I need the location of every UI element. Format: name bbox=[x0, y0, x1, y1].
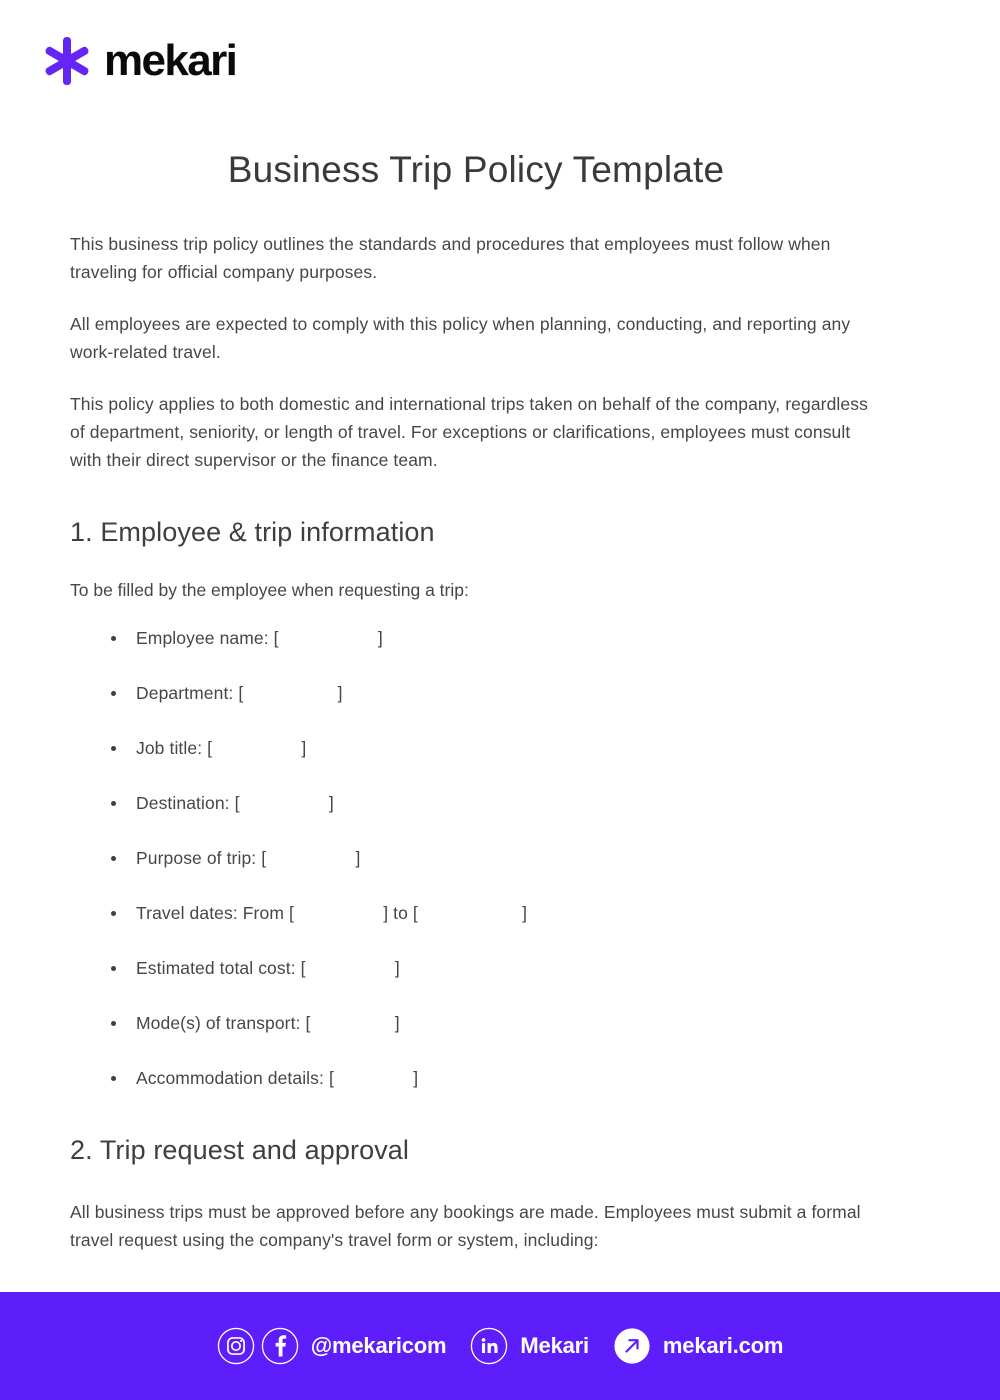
brand-wordmark: mekari bbox=[104, 36, 237, 85]
list-item: Travel dates: From [ ] to [ ] bbox=[70, 901, 882, 925]
list-item: Purpose of trip: [ ] bbox=[70, 846, 882, 870]
facebook-icon[interactable] bbox=[261, 1327, 299, 1365]
section-heading-1: 1. Employee & trip information bbox=[70, 517, 435, 548]
list-item: Employee name: [ ] bbox=[70, 626, 882, 650]
website-label[interactable]: mekari.com bbox=[662, 1333, 784, 1358]
list-item: Destination: [ ] bbox=[70, 791, 882, 815]
brand-logo bbox=[42, 36, 236, 86]
linkedin-icon[interactable] bbox=[470, 1327, 508, 1365]
section-2-lead: All business trips must be approved before any bookings are made. Employees must submit a formal travel request using the company's travel form or system, including: bbox=[70, 1201, 861, 1250]
list-item: Accommodation details: [ ] bbox=[70, 1066, 882, 1090]
list-item: Estimated total cost: [ ] bbox=[70, 956, 882, 980]
list-item: Job title: [ ] bbox=[70, 736, 882, 760]
page-title: Business Trip Policy Template bbox=[227, 149, 725, 190]
employee-trip-fields-list bbox=[70, 626, 882, 1090]
document-body bbox=[70, 148, 882, 1276]
mekari-star-icon bbox=[42, 36, 92, 86]
intro-paragraph-3: This policy applies to both domestic and international trips taken on behalf of the company, regardless of department, seniority, or length of travel. For exceptions or clarifications, employees must consult with their direct supervisor or the finance team. bbox=[70, 394, 868, 471]
instagram-icon[interactable] bbox=[217, 1327, 255, 1365]
intro-paragraph-1: This business trip policy outlines the standards and procedures that employees must follow when traveling for official company purposes. bbox=[70, 234, 831, 283]
list-item: Mode(s) of transport: [ ] bbox=[70, 1011, 882, 1035]
section-1-lead: To be filled by the employee when requesting a trip: bbox=[70, 580, 469, 601]
list-item: Department: [ ] bbox=[70, 681, 882, 705]
section-heading-2: 2. Trip request and approval bbox=[70, 1135, 410, 1166]
footer-bar bbox=[0, 1292, 1000, 1400]
linkedin-name-label[interactable]: Mekari bbox=[520, 1333, 589, 1358]
intro-paragraph-2: All employees are expected to comply with this policy when planning, conducting, and reporting any work-related travel. bbox=[70, 314, 851, 363]
instagram-handle-label[interactable]: @mekaricom bbox=[310, 1333, 447, 1358]
arrow-up-right-icon[interactable] bbox=[613, 1327, 651, 1365]
